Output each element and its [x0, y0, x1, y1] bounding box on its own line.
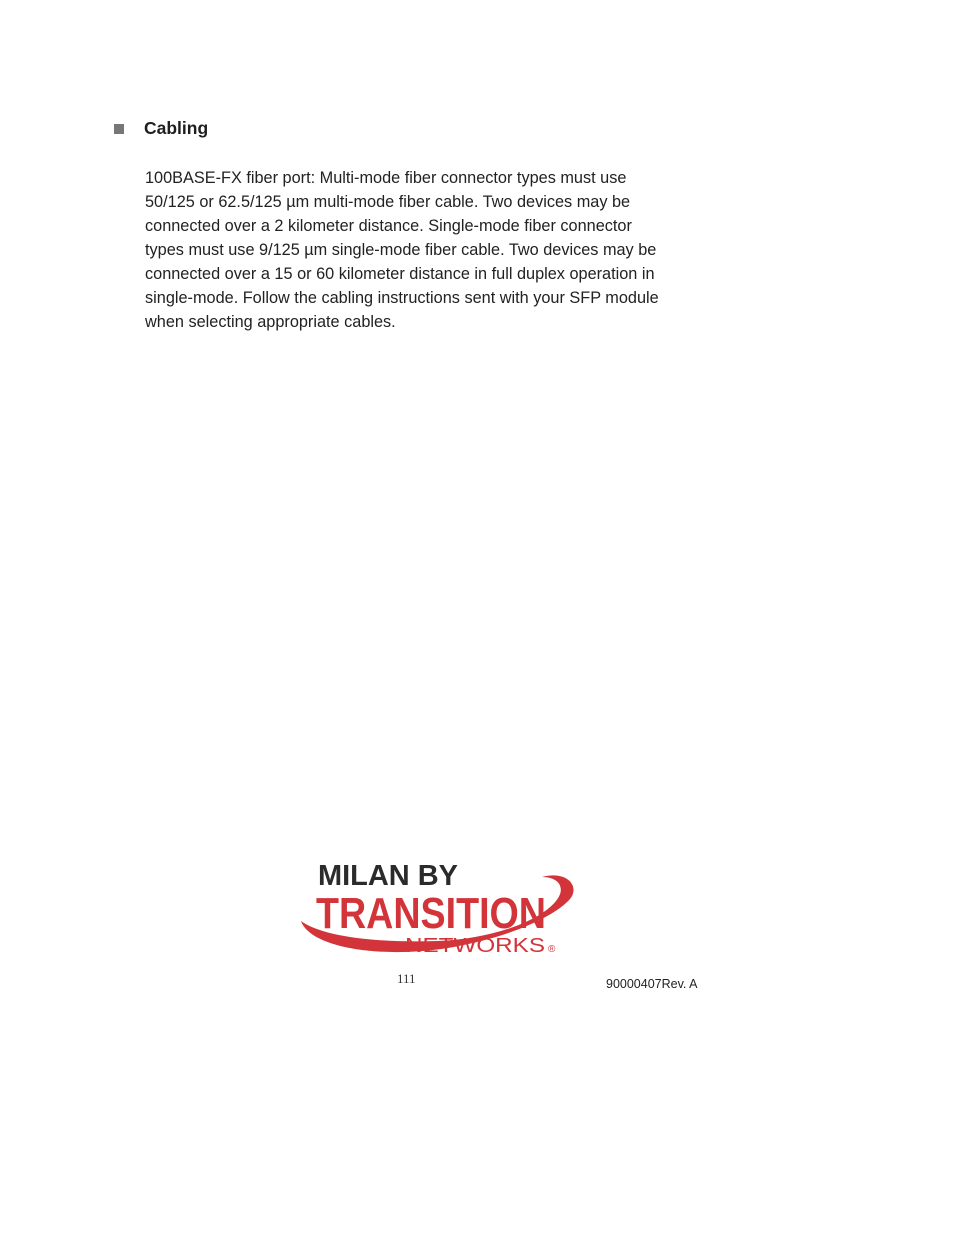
paragraph-line: connected over a 15 or 60 kilometer distance in full duplex operation in: [145, 265, 655, 283]
logo-line-transition: TRANSITION: [316, 889, 546, 938]
body-paragraph: [145, 166, 659, 334]
paragraph-line: 50/125 or 62.5/125 µm multi-mode fiber cable. Two devices may be: [145, 193, 631, 211]
paragraph-line: 100BASE-FX fiber port: Multi-mode fiber connector types must use: [145, 169, 627, 187]
paragraph-line: when selecting appropriate cables.: [145, 313, 396, 331]
document-revision-id: 90000407Rev. A: [606, 977, 698, 991]
paragraph-line: single-mode. Follow the cabling instructions sent with your SFP module: [145, 289, 659, 307]
paragraph-line: types must use 9/125 µm single-mode fiber cable. Two devices may be: [145, 241, 657, 259]
registered-mark: ®: [548, 944, 556, 955]
section-heading: Cabling: [144, 118, 209, 138]
milan-transition-networks-logo: [298, 855, 580, 960]
page-number: 111: [397, 971, 416, 986]
square-bullet-icon: [114, 124, 124, 134]
logo-line-networks: NETWORKS: [405, 935, 545, 957]
logo-line-milan-by: MILAN BY: [318, 860, 458, 892]
paragraph-line: connected over a 2 kilometer distance. Single-mode fiber connector: [145, 217, 632, 235]
